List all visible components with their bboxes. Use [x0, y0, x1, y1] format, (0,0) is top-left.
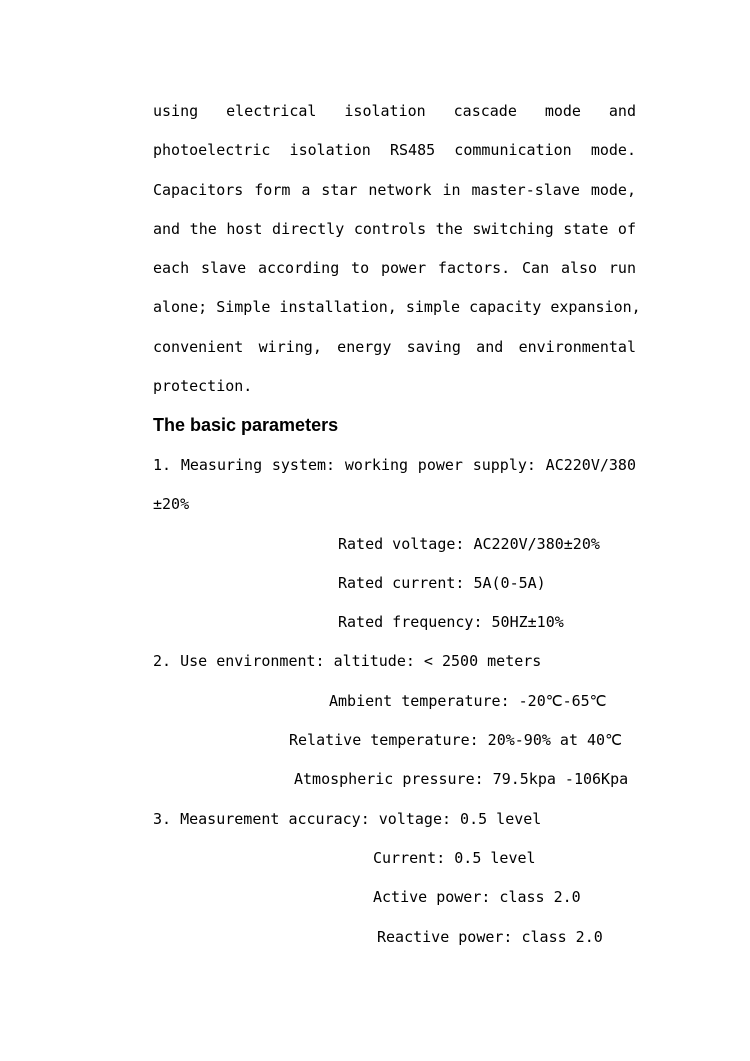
intro-line: Capacitors form a star network in master-slave mode,	[153, 181, 636, 199]
section-heading: The basic parameters	[153, 415, 339, 435]
param-current-accuracy: Current: 0.5 level	[373, 849, 536, 867]
param-rated-frequency: Rated frequency: 50HZ±10%	[338, 613, 564, 631]
intro-line: alone; Simple installation, simple capacity expansion,	[153, 298, 641, 316]
intro-line: convenient wiring, energy saving and environmental	[153, 338, 636, 356]
param-reactive-power: Reactive power: class 2.0	[377, 928, 603, 946]
intro-line: protection.	[153, 377, 253, 395]
intro-line: and the host directly controls the switching state of	[153, 220, 636, 238]
intro-line: using electrical isolation cascade mode and	[153, 102, 636, 120]
intro-line: each slave according to power factors. Can also run	[153, 259, 636, 277]
intro-line: photoelectric isolation RS485 communication mode.	[153, 141, 636, 159]
param-measuring-tolerance: ±20%	[153, 495, 190, 513]
param-relative-temperature: Relative temperature: 20%-90% at 40℃	[289, 731, 622, 749]
param-rated-current: Rated current: 5A(0-5A)	[338, 574, 546, 592]
param-atmospheric-pressure: Atmospheric pressure: 79.5kpa -106Kpa	[294, 770, 629, 788]
param-measuring-system: 1. Measuring system: working power supply: AC220V/380	[153, 456, 636, 474]
param-active-power: Active power: class 2.0	[373, 888, 581, 906]
param-ambient-temperature: Ambient temperature: -20℃-65℃	[329, 692, 607, 710]
param-rated-voltage: Rated voltage: AC220V/380±20%	[338, 535, 600, 553]
param-accuracy: 3. Measurement accuracy: voltage: 0.5 level	[153, 810, 542, 828]
param-environment: 2. Use environment: altitude: < 2500 meters	[153, 652, 542, 670]
